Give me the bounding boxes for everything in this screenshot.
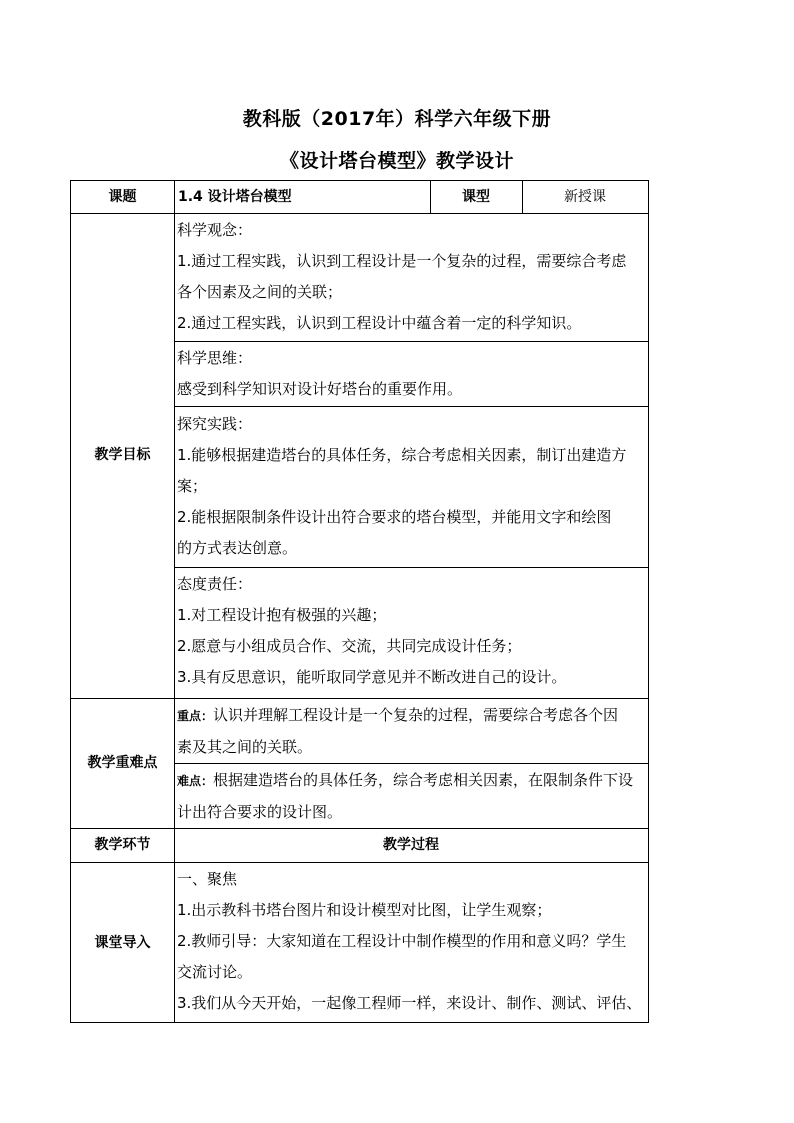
keypoint-block [177,700,647,763]
objective-line: 2.能根据限制条件设计出符合要求的塔台模型，并能用文字和绘图 [177,508,612,526]
row-divider [71,213,648,214]
objective-line: 感受到科学知识对设计好塔台的重要作用。 [177,380,463,398]
objective-line: 探究实践： [177,415,253,433]
intro-line: 一、聚焦 [177,870,238,888]
label-objectives: 教学目标 [94,447,151,463]
row-divider [71,698,648,699]
objective-line: 态度责任： [177,575,253,593]
intro-block [177,864,647,1019]
objective-block-attitude [177,569,647,693]
objective-block-practice [177,409,647,564]
label-intro: 课堂导入 [94,935,151,951]
document-subtitle: 《设计塔台模型》教学设计 [279,150,514,172]
intro-line: 3.我们从今天开始，一起像工程师一样，来设计、制作、测试、评估、 [177,994,642,1012]
row-divider [174,567,648,568]
intro-line: 交流讨论。 [177,963,253,981]
objective-line: 科学观念： [177,221,253,239]
key-text: 认识并理解工程设计是一个复杂的过程，需要综合考虑各个因 [213,706,619,724]
objective-line: 科学思维： [177,349,253,367]
lesson-plan-table [70,180,649,1023]
label-process-stage: 教学环节 [94,837,151,853]
label-topic: 课题 [108,189,137,205]
difficulty-label: 难点： [177,774,214,788]
objective-line: 3.具有反思意识，能听取同学意见并不断改进自己的设计。 [177,668,567,686]
intro-line: 1.出示教科书塔台图片和设计模型对比图，让学生观察； [177,901,552,919]
label-type: 课型 [462,189,490,205]
label-process: 教学过程 [383,837,439,853]
topic-value: 1.4 设计塔台模型 [178,189,292,205]
objective-line: 1.对工程设计抱有极强的兴趣； [177,606,387,624]
difficulty-text-cont: 计出符合要求的设计图。 [177,803,343,821]
objective-line: 2.愿意与小组成员合作、交流，共同完成设计任务； [177,637,522,655]
row-divider [174,763,648,764]
row-divider [174,406,648,407]
document-title: 教科版（2017年）科学六年级下册 [242,108,552,130]
key-label: 重点： [177,709,214,723]
objective-block-thinking [177,343,647,405]
row-divider [174,341,648,342]
label-keypoints: 教学重难点 [87,755,158,771]
objective-line: 2.通过工程实践，认识到工程设计中蕴含着一定的科学知识。 [177,314,582,332]
objective-block-concepts [177,215,647,339]
objective-line: 1.能够根据建造塔台的具体任务，综合考虑相关因素，制订出建造方 [177,446,627,464]
column-divider [174,181,175,1022]
objective-line: 各个因素及之间的关联； [177,283,343,301]
row-divider [71,862,648,863]
objective-line: 案； [177,477,208,495]
objective-line: 的方式表达创意。 [177,539,298,557]
objective-line: 1.通过工程实践，认识到工程设计是一个复杂的过程，需要综合考虑 [177,252,627,270]
key-text-cont: 素及其之间的关联。 [177,738,313,756]
type-value: 新授课 [564,189,606,205]
difficulty-text: 根据建造塔台的具体任务，综合考虑相关因素，在限制条件下设 [213,771,634,789]
difficulty-block [177,765,647,828]
intro-line: 2.教师引导：大家知道在工程设计中制作模型的作用和意义吗？学生 [177,932,627,950]
